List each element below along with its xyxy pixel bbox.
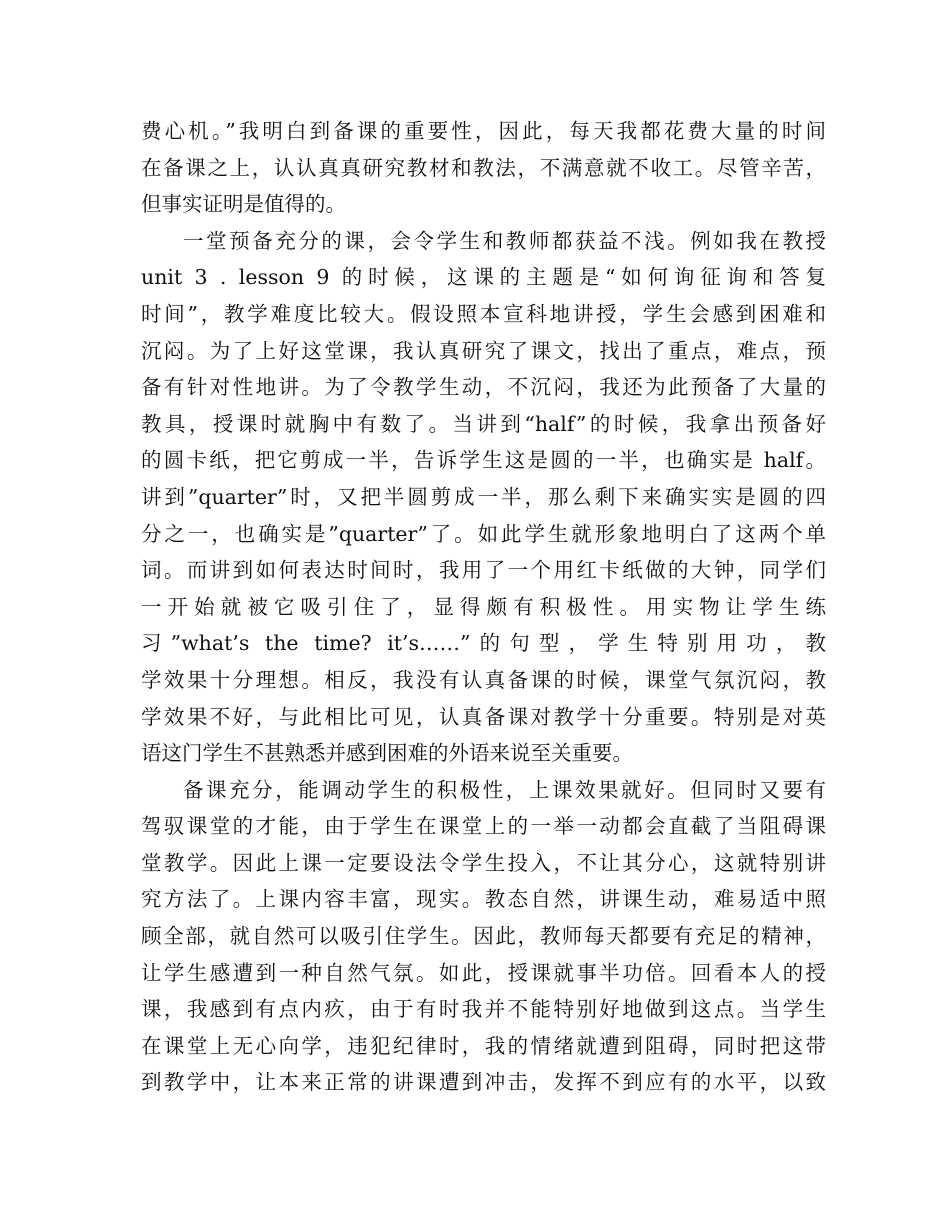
text-line: 到教学中，让本来正常的讲课遭到冲击，发挥不到应有的水平，以致 bbox=[141, 1070, 826, 1095]
text-line: 词。而讲到如何表达时间时，我用了一个用红卡纸做的大钟，同学们 bbox=[141, 558, 826, 583]
text-line: 习”what’s the time? it’s……”的句型，学生特别用功，教 bbox=[141, 631, 826, 656]
text-line: 备有针对性地讲。为了令教学生动，不沉闷，我还为此预备了大量的 bbox=[141, 375, 826, 400]
text-line: 堂教学。因此上课一定要设法令学生投入，不让其分心，这就特别讲 bbox=[141, 850, 826, 875]
paragraph-first-line: 一堂预备充分的课，会令学生和教师都获益不浅。例如我在教授 bbox=[183, 228, 826, 253]
text-line: 讲到”quarter”时，又把半圆剪成一半，那么剩下来确实实是圆的四 bbox=[141, 484, 826, 509]
text-line: 在备课之上，认认真真研究教材和教法，不满意就不收工。尽管辛苦， bbox=[141, 155, 826, 180]
text-line: 但事实证明是值得的。 bbox=[141, 192, 346, 217]
body-text bbox=[141, 113, 826, 1101]
text-line: 时间”，教学难度比较大。假设照本宣科地讲授，学生会感到困难和 bbox=[141, 301, 826, 326]
text-line: 的圆卡纸，把它剪成一半，告诉学生这是圆的一半，也确实是 half。 bbox=[141, 448, 826, 473]
text-line: 一开始就被它吸引住了，显得颇有积极性。用实物让学生练 bbox=[141, 594, 826, 619]
text-line: 驾驭课堂的才能，由于学生在课堂上的一举一动都会直截了当阻碍课 bbox=[141, 814, 826, 839]
text-line: 教具，授课时就胸中有数了。当讲到“half”的时候，我拿出预备好 bbox=[141, 411, 826, 436]
text-line: 分之一，也确实是”quarter”了。如此学生就形象地明白了这两个单 bbox=[141, 521, 826, 546]
text-line: 让学生感遭到一种自然气氛。如此，授课就事半功倍。回看本人的授 bbox=[141, 960, 826, 985]
text-line: unit 3 . lesson 9 的时候，这课的主题是“如何询征询和答复 bbox=[141, 265, 826, 290]
text-line: 究方法了。上课内容丰富，现实。教态自然，讲课生动，难易适中照 bbox=[141, 887, 826, 912]
text-line: 课，我感到有点内疚，由于有时我并不能特别好地做到这点。当学生 bbox=[141, 997, 826, 1022]
paragraph-first-line: 备课充分，能调动学生的积极性，上课效果就好。但同时又要有 bbox=[183, 777, 826, 802]
text-line: 顾全部，就自然可以吸引住学生。因此，教师每天都要有充足的精神， bbox=[141, 924, 826, 949]
text-line: 语这门学生不甚熟悉并感到困难的外语来说至关重要。 bbox=[141, 741, 633, 766]
text-line: 沉闷。为了上好这堂课，我认真研究了课文，找出了重点，难点，预 bbox=[141, 338, 826, 363]
text-line: 在课堂上无心向学，违犯纪律时，我的情绪就遭到阻碍，同时把这带 bbox=[141, 1033, 826, 1058]
text-line: 学效果不好，与此相比可见，认真备课对教学十分重要。特别是对英 bbox=[141, 704, 826, 729]
text-line: 学效果十分理想。相反，我没有认真备课的时候，课堂气氛沉闷，教 bbox=[141, 667, 826, 692]
text-line: 费心机。”我明白到备课的重要性，因此，每天我都花费大量的时间 bbox=[141, 119, 826, 143]
